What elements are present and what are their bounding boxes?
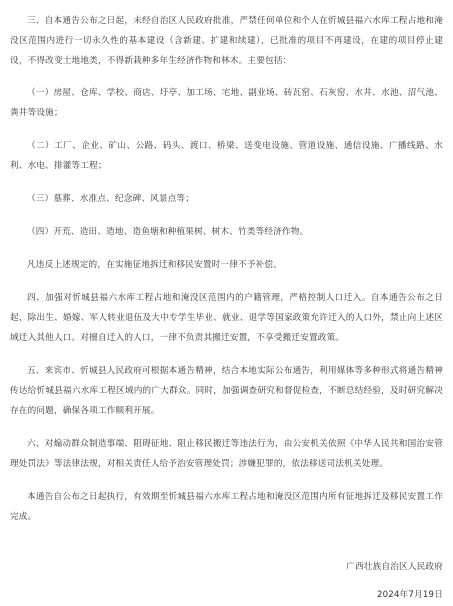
paragraph-no-compensation: 凡违反上述规定的，在实施征地拆迁和移民安置时一律不予补偿。 [27,260,283,270]
paragraph-article-5: 五、来宾市、忻城县人民政府可根据本通告精神，结合本地实际公布通告，利用媒体等多种形式将通告精神传达给忻城县福六水库工程区域内的广大群众。同时，加强调查研究和督促检查，不断总结经验，及时研究解决存在的问题，确保各项工作顺利开展。 [10,366,443,416]
paragraph-item-2: （二）工厂、企业、矿山、公路、码头、渡口、桥梁、送变电设施、管道设施、通信设施、广播线路、水利、水电、排灌等工程； [10,141,443,171]
paragraph-article-6: 六、对煽动群众制造事端、阻碍征地、阻止移民搬迁等违法行为，由公安机关依照《中华人民共和国治安管理处罚法》等法律法规，对相关责任人给予治安管理处罚；涉嫌犯罪的，依法移送司法机关处理。 [10,439,443,469]
paragraph-item-1: （一）房屋、仓库、学校、商店、圩亭、加工场、宅地、副业场、砖瓦窑、石灰窑、水井、水池、沼气池、粪井等设施； [10,88,443,118]
signature-organization: 广西壮族自治区人民政府 [346,562,443,572]
paragraph-item-4: （四）开荒、造田、造地、造鱼塘和种植果树、树木、竹类等经济作物。 [27,227,309,237]
signature-date: 2024年7月19日 [376,590,443,600]
paragraph-article-4: 四、加强对忻城县福六水库工程占地和淹没区范围内的户籍管理，严格控制人口迁入。自本通告公布之日起，除出生、婚嫁、军人转业退伍及大中专学生毕业、就业、退学等国家政策允许迁入的人口外，禁止向上述区域迁入其他人口。对擅自迁入的人口，一律不负责其搬迁安置，不享受搬迁安置政策。 [10,293,443,343]
paragraph-effective-date: 本通告自公布之日起执行，有效期至忻城县福六水库工程占地和淹没区范围内所有征地拆迁及移民安置工作完成。 [10,492,443,522]
paragraph-article-3: 三、自本通告公布之日起，未经自治区人民政府批准，严禁任何单位和个人在忻城县福六水库工程占地和淹没区范围内进行一切永久性的基本建设（含新建、扩建和续建），已批准的项目不再建设，在建的项目停止建设，不得改变土地地类，不得新栽种多年生经济作物和林木。主要包括： [10,16,443,66]
paragraph-item-3: （三）墓葬、水准点、纪念碑、风景点等； [27,194,195,204]
